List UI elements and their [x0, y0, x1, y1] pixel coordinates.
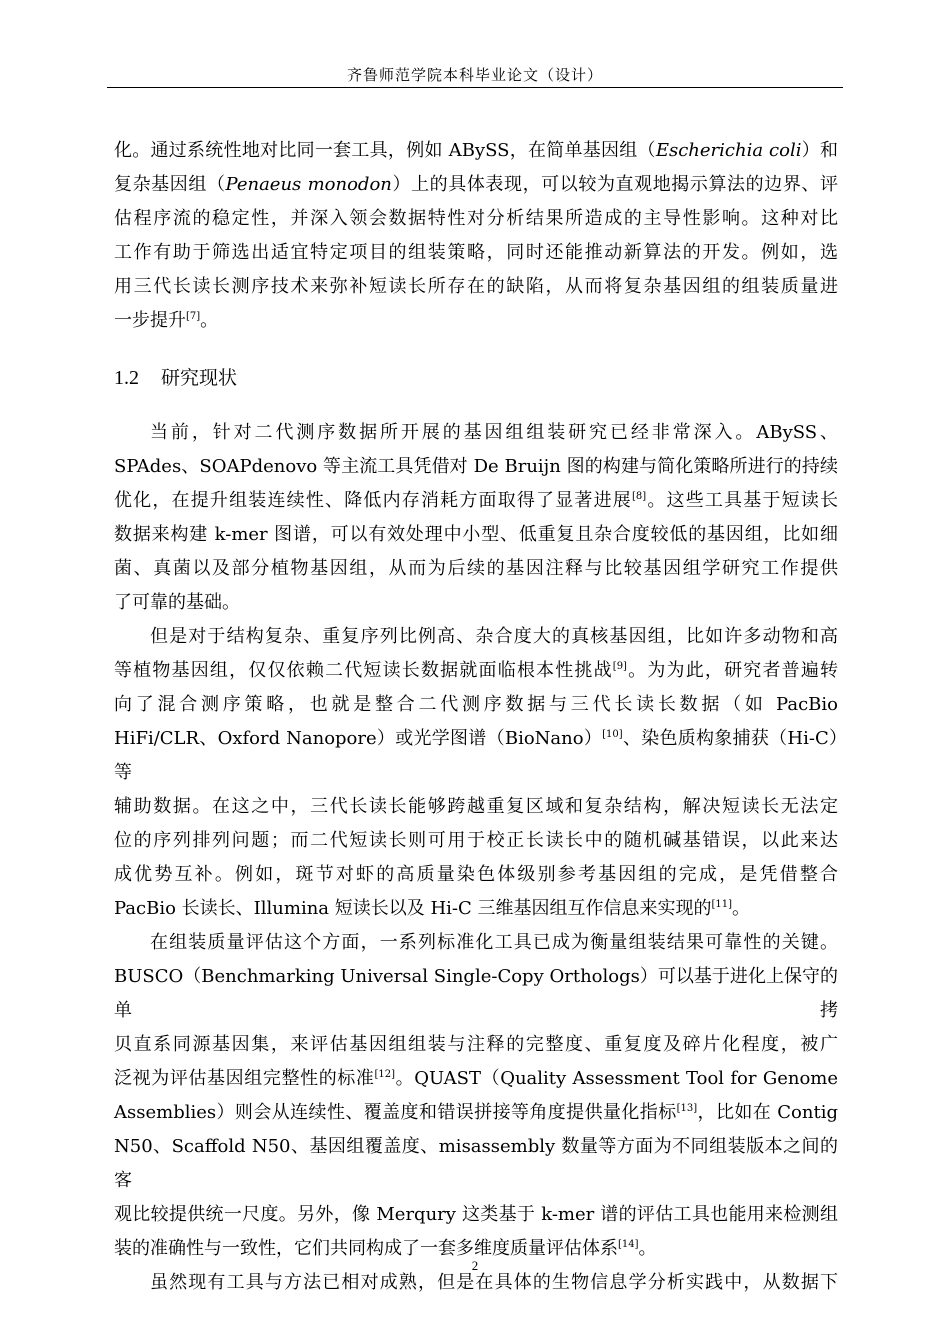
text-line: 观比较提供统一尺度。另外，像 Merqury 这类基于 k-mer 谱的评估工具也能用来检测组 — [114, 1204, 838, 1225]
paragraph-current-status — [114, 416, 838, 620]
text-line: 向了混合测序策略，也就是整合二代测序数据与三代长读长数据（如 PacBio — [114, 694, 838, 715]
text-line: 装的准确性与一致性，它们共同构成了一套多维度质量评估体系[14]。 — [114, 1238, 657, 1259]
paragraph-quality-assessment — [114, 926, 838, 1266]
citation: [12] — [374, 1069, 396, 1080]
text-line: PacBio 长读长、Illumina 短读长以及 Hi-C 三维基因组互作信息来实现的[11]。 — [114, 898, 751, 919]
species-name: Escherichia coli — [655, 140, 802, 161]
text-line: 优化，在提升组装连续性、降低内存消耗方面取得了显著进展[8]。这些工具基于短读长 — [114, 490, 839, 511]
citation: [8] — [631, 491, 647, 502]
section-number: 1.2 — [114, 367, 139, 389]
text-line: 辅助数据。在这之中，三代长读长能够跨越重复区域和复杂结构，解决短读长无法定 — [114, 796, 838, 817]
citation: [9] — [612, 661, 627, 672]
text-line: 等植物基因组，仅仅依赖二代短读长数据就面临根本性挑战[9]。为为此，研究者普遍转 — [114, 660, 838, 681]
text-line: 用三代长读长测序技术来弥补短读长所存在的缺陷，从而将复杂基因组的组装质量进 — [114, 276, 838, 297]
citation: [14] — [618, 1239, 639, 1250]
text-line: 在组装质量评估这个方面，一系列标准化工具已成为衡量组装结果可靠性的关键。 — [150, 932, 838, 953]
page-header: 齐鲁师范学院本科毕业论文（设计） — [346, 66, 603, 84]
text-line: 工作有助于筛选出适宜特定项目的组装策略，同时还能推动新算法的开发。例如，选 — [114, 242, 838, 263]
text-line: HiFi/CLR、Oxford Nanopore）或光学图谱（BioNano）[10]、染色质构象捕获（Hi-C）等 — [114, 728, 839, 783]
text-line: 当前，针对二代测序数据所开展的基因组组装研究已经非常深入。ABySS、 — [150, 422, 838, 443]
text-line: N50、Scaffold N50、基因组覆盖度、misassembly 数量等方面为不同组装版本之间的客 — [114, 1136, 838, 1191]
text-line: 估程序流的稳定性，并深入领会数据特性对分析结果所造成的主导性影响。这种对比 — [114, 208, 838, 229]
text-line: 位的序列排列问题；而二代短读长则可用于校正长读长中的随机碱基错误，以此来达 — [114, 830, 838, 851]
text-line: 数据来构建 k-mer 图谱，可以有效处理中小型、低重复且杂合度较低的基因组，比如细 — [114, 524, 838, 545]
section-title: 研究现状 — [161, 367, 238, 389]
text-line: 成优势互补。例如，斑节对虾的高质量染色体级别参考基因组的完成，是凭借整合 — [114, 864, 838, 885]
section-heading — [114, 361, 838, 395]
text-line: 菌、真菌以及部分植物基因组，从而为后续的基因注释与比较基因组学研究工作提供 — [114, 558, 838, 579]
text-line: 但是对于结构复杂、重复序列比例高、杂合度大的真核基因组，比如许多动物和高 — [150, 626, 838, 647]
paragraph-intro-continued — [114, 134, 838, 338]
body-text — [114, 134, 838, 1300]
page-number: 2 — [471, 1258, 479, 1273]
text-line: 复杂基因组（Penaeus monodon）上的具体表现，可以较为直观地揭示算法的边界、评 — [114, 174, 838, 195]
text-line: BUSCO（Benchmarking Universal Single-Copy Orthologs）可以基于进化上保守的单拷 — [114, 966, 838, 1021]
text-line: SPAdes、SOAPdenovo 等主流工具凭借对 De Bruijn 图的构建与简化策略所进行的持续 — [114, 456, 838, 477]
text-line: 泛视为评估基因组完整性的标准[12]。QUAST（Quality Assessment Tool for Genome — [114, 1068, 838, 1089]
text-line: 贝直系同源基因集，来评估基因组组装与注释的完整度、重复度及碎片化程度，被广 — [114, 1034, 838, 1055]
text-line: 了可靠的基础。 — [114, 592, 240, 613]
citation: [10] — [602, 729, 623, 740]
text-line: Assemblies）则会从连续性、覆盖度和错误拼接等角度提供量化指标[13]，比如在 Contig — [114, 1102, 838, 1123]
species-name: Penaeus monodon — [225, 174, 392, 195]
citation: [13] — [676, 1103, 698, 1114]
text-line: 化。通过系统性地对比同一套工具，例如 ABySS，在简单基因组（Escherichia coli）和 — [114, 140, 839, 161]
header-divider — [107, 87, 843, 88]
citation: [11] — [711, 899, 733, 910]
citation: [7] — [186, 311, 201, 322]
text-line: 虽然现有工具与方法已相对成熟，但是在具体的生物信息学分析实践中，从数据下 — [150, 1272, 838, 1293]
text-line: 一步提升[7]。 — [114, 310, 219, 331]
paragraph-hybrid-strategy — [114, 620, 838, 926]
